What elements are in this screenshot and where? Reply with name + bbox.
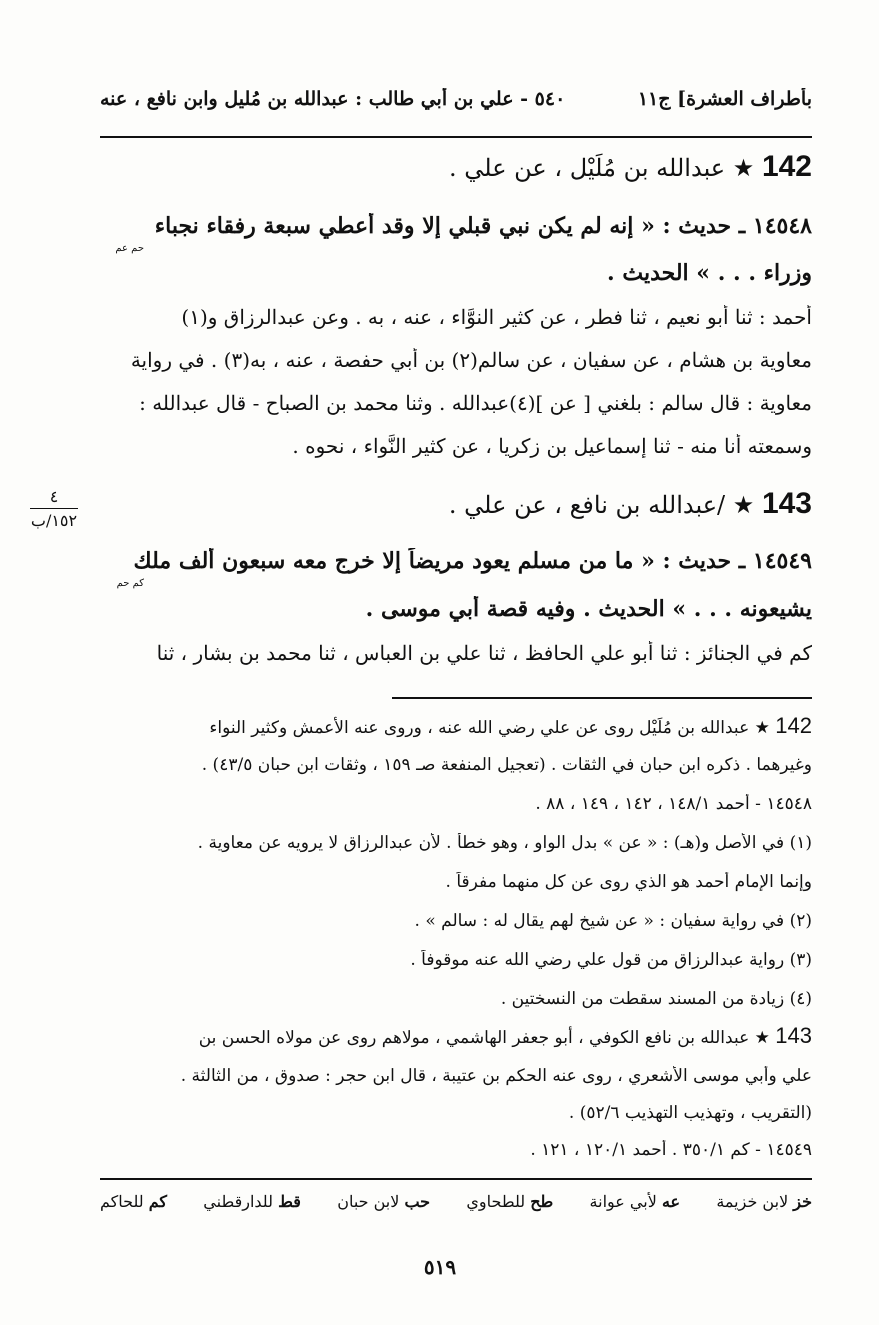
legend-item: خز لابن خزيمة [716,1192,812,1211]
hadith-14548-sigla: حم عم [115,243,144,254]
hadith-14549-sigla: كم حم [116,578,144,589]
note-1-line1: (١) في الأصل و(هـ) : « عن » بدل الواو ، وهو خطأ . لأن عبدالرزاق لا يرويه عن معاوية . [197,833,812,853]
note-3: (٣) رواية عبدالرزاق من قول علي رضي الله عنه موقوفاً . [410,950,812,970]
hadith-14549-line2: يشيعونه . . . » الحديث . وفيه قصة أبي موسى . [365,596,812,622]
legend-rule [100,1178,812,1180]
footnote-text: عبدالله بن مُلَيْل روى عن علي رضي الله عنه ، وروى عنه الأعمش وكثير النواء [209,718,750,738]
star-icon: ★ [754,718,770,738]
footnote-number: 142 [775,713,812,738]
entry-text: عبدالله بن مُلَيْل ، عن علي . [449,154,726,182]
footnote-142-line1 [100,713,812,745]
header-rule [100,136,812,138]
footnote-143-line4: ١٤٥٤٩ - كم ٣٥٠/١ . أحمد ١٢٠/١ ، ١٢١ . [530,1140,812,1160]
legend-item: طح للطحاوي [466,1192,554,1211]
footnote-143-line3: (التقريب ، وتهذيب التهذيب ٥٢/٦) . [568,1103,812,1123]
text1-line3: معاوية : قال سالم : بلغني [ عن ](٤)عبدالله . وثنا محمد بن الصباح - قال عبدالله : [139,391,812,415]
entry-142-heading [100,150,812,190]
note-1-line2: وإنما الإمام أحمد هو الذي روى عن كل منهما مفرقاً . [445,872,812,892]
footnote-143-line2: علي وأبي موسى الأشعري ، روى عنه الحكم بن عتيبة ، قال ابن حجر : صدوق ، من الثالثة . [180,1066,812,1086]
star-icon: ★ [754,1028,770,1048]
hadith-14548-line1: ١٤٥٤٨ ـ حديث : « إنه لم يكن نبي قبلي إلا وقد أعطي سبعة رفقاء نجباء [154,213,812,239]
margin-note-top: ٤ [49,487,59,506]
text1-line4: وسمعته أنا منه - ثنا إسماعيل بن زكريا ، عن كثير النَّواء ، نحوه . [292,434,812,458]
hadith-14549-line1: ١٤٥٤٩ ـ حديث : « ما من مسلم يعود مريضاً إلا خرج معه سبعون ألف ملك [133,548,812,574]
note-4: (٤) زيادة من المسند سقطت من النسختين . [500,989,812,1009]
header-volume: بأطراف العشرة] ج١١ [637,88,812,110]
page-number: ٥١٩ [423,1255,457,1279]
entry-number: 143 [761,487,812,520]
footnote-rule [392,697,812,699]
legend-item: قط للدارقطني [203,1192,301,1211]
entry-text: /عبدالله بن نافع ، عن علي . [448,491,726,519]
entry-143-heading [100,487,812,527]
margin-folio-note [30,487,78,530]
footnote-text: عبدالله بن نافع الكوفي ، أبو جعفر الهاشمي ، مولاهم روى عن مولاه الحسن بن [198,1028,750,1048]
legend-item: كم للحاكم [100,1192,167,1211]
note-2: (٢) في رواية سفيان : « عن شيخ لهم يقال له : سالم » . [414,911,812,931]
footnote-143-line1 [100,1023,812,1055]
margin-note-rule [30,508,78,509]
text1-line1: أحمد : ثنا أبو نعيم ، ثنا فطر ، عن كثير النوَّاء ، عنه ، به . وعن عبدالرزاق و(١) [181,305,812,329]
legend-item: عه لأبي عوانة [589,1192,681,1211]
running-header [100,88,812,116]
text2-line: كم في الجنائز : ثنا أبو علي الحافظ ، ثنا علي بن العباس ، ثنا محمد بن بشار ، ثنا [156,641,812,665]
margin-note-bottom: ١٥٢/ب [30,511,78,530]
star-icon: ★ [732,154,755,182]
legend-item: حب لابن حبان [337,1192,431,1211]
abbreviation-legend [100,1192,812,1220]
text1-line2: معاوية بن هشام ، عن سفيان ، عن سالم(٢) بن أبي حفصة ، عنه ، به(٣) . في رواية [130,348,812,372]
header-title: ٥٤٠ - علي بن أبي طالب : عبدالله بن مُليل وابن نافع ، عنه [100,88,566,110]
footnote-number: 143 [775,1023,812,1048]
entry-number: 142 [761,150,812,183]
hadith-14548-line2: وزراء . . . » الحديث . [607,260,812,286]
star-icon: ★ [732,491,755,519]
footnote-142-line3: ١٤٥٤٨ - أحمد ١٤٨/١ ، ١٤٢ ، ١٤٩ ، ٨٨ . [535,794,812,814]
footnote-142-line2: وغيرهما . ذكره ابن حبان في الثقات . (تعجيل المنفعة صـ ١٥٩ ، وثقات ابن حبان ٤٣/٥) . [201,755,812,775]
